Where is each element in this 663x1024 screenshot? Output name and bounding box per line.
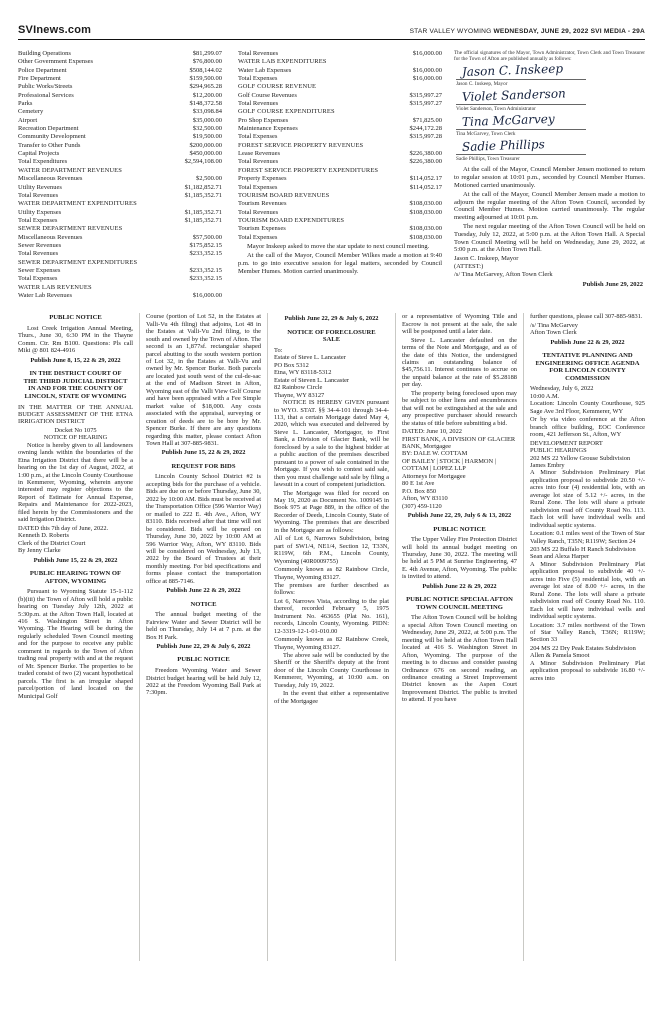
notice-line: Clerk of the District Court bbox=[18, 539, 86, 547]
budget-row bbox=[18, 100, 222, 108]
budget-row bbox=[18, 58, 222, 66]
budget-row bbox=[18, 217, 222, 225]
budget-row bbox=[238, 150, 442, 158]
notice-line: 80 E 1st Ave bbox=[402, 480, 435, 488]
budget-row bbox=[18, 209, 222, 217]
budget-section-header: FOREST SERVICE PROPERTY REVENUES bbox=[238, 141, 364, 149]
budget-row bbox=[18, 175, 222, 183]
notice-heading: PUBLIC NOTICE bbox=[49, 314, 102, 322]
signature-caption: Jason C. Inskeep, Mayor bbox=[456, 79, 586, 87]
notice-heading: NOTICE OF FORECLOSURE SALE bbox=[287, 328, 376, 344]
notice-heading: REQUEST FOR BIDS bbox=[171, 462, 236, 470]
signature-block bbox=[454, 112, 645, 138]
signature-caption: Tina McGarvey, Town Clerk bbox=[456, 129, 586, 137]
budget-item-amount: $1,185,352.71 bbox=[184, 208, 222, 216]
budget-row bbox=[238, 92, 442, 100]
budget-item-label: Public Works/Streets bbox=[18, 83, 73, 91]
budget-row bbox=[18, 242, 222, 250]
budget-item-amount: $294,965.28 bbox=[189, 83, 222, 91]
publish-line: Publish June 22, 29 & July 6, 2022 bbox=[284, 315, 379, 323]
budget-section-header: SEWER DEPARTMENT EXPENDITURES bbox=[18, 258, 138, 266]
budget-item-label: Transfer to Other Funds bbox=[18, 141, 81, 149]
budget-item-amount: $159,500.00 bbox=[189, 75, 222, 83]
notice-heading: PUBLIC HEARING TOWN OF AFTON, WYOMING bbox=[29, 569, 122, 585]
budget-row bbox=[238, 225, 442, 233]
budget-row bbox=[18, 250, 222, 258]
notice-line: DATED: June 10, 2022 bbox=[402, 428, 462, 436]
budget-item-label: Water Lab Revenues bbox=[18, 291, 72, 299]
notice-line: DEVELOPMENT REPORT bbox=[530, 439, 603, 447]
budget-row bbox=[18, 292, 222, 300]
notice-paragraph: At the call of the Mayor, Council Member Jensen motioned to return to regular session at 10:01 p.m., seconded by Council Member Humes. Motioned carried unanimously. bbox=[454, 166, 645, 189]
budget-item-label: Utility Expenses bbox=[18, 208, 62, 216]
budget-section-header: SEWER DEPARTMENT REVENUES bbox=[18, 225, 123, 233]
budget-item-label: Capital Projects bbox=[18, 150, 60, 158]
budget-item-amount: $57,500.00 bbox=[192, 233, 222, 241]
notice-column-2 bbox=[139, 313, 267, 961]
notice-column-4 bbox=[395, 313, 523, 961]
budget-column-right bbox=[238, 50, 442, 300]
budget-item-amount: $108,030.00 bbox=[409, 208, 442, 216]
signature-block bbox=[454, 137, 645, 163]
notice-paragraph: Commonly known as 82 Rainbow Creek, Thayne, Wyoming 83127. bbox=[274, 636, 389, 651]
budget-item-amount: $226,380.00 bbox=[409, 150, 442, 158]
budget-item-label: Sewer Expenses bbox=[18, 266, 61, 274]
budget-item-label: Total Revenues bbox=[238, 100, 279, 108]
budget-row bbox=[18, 275, 222, 283]
notice-line: 82 Rainbow Circle bbox=[274, 384, 323, 392]
notice-line: PO Box 5312 bbox=[274, 361, 309, 369]
budget-item-amount: $33,098.84 bbox=[192, 108, 222, 116]
notice-paragraph: Mayor Inskeep asked to move the star update to next council meeting. bbox=[247, 242, 430, 250]
notice-paragraph: The Upper Valley Fire Protection District will hold its annual budget meeting on Thursday, June 30, 2022. The meeting will be held at 5 PM at Sunrise Engineering, 47 E. 4th Avenue, Afton, Wyoming. The public is invited to attend. bbox=[402, 536, 517, 581]
budget-item-label: Total Revenues bbox=[18, 250, 59, 258]
budget-row bbox=[18, 108, 222, 116]
budget-item-label: Total Revenues bbox=[238, 158, 279, 166]
budget-row bbox=[18, 142, 222, 150]
budget-item-amount: $35,000.00 bbox=[192, 116, 222, 124]
notice-heading: TENTATIVE PLANNING AND ENGINEERING OFFICE AGENDA FOR LINCOLN COUNTY COMMISSION bbox=[535, 352, 640, 382]
notice-line: Jason C. Inskeep, Mayor bbox=[454, 255, 519, 263]
notice-line: P.O. Box 850 bbox=[402, 487, 437, 495]
notice-line: (ATTEST:) bbox=[454, 262, 484, 270]
budget-item-label: Building Operations bbox=[18, 50, 71, 57]
budget-section-header: FOREST SERVICE PROPERTY EXPENDITURES bbox=[238, 166, 379, 174]
budget-item-label: Total Expenses bbox=[238, 133, 278, 141]
budget-item-amount: $1,182,852.71 bbox=[184, 183, 222, 191]
publish-line: Publish June 15, 22 & 29, 2022 bbox=[161, 449, 246, 457]
budget-item-label: Total Revenues bbox=[18, 191, 59, 199]
budget-row bbox=[18, 117, 222, 125]
budget-item-label: Recreation Department bbox=[18, 125, 79, 133]
notice-paragraph: Course (portion of Lot 52, in the Estates at Valli-Vu 4th filing) that adjoins, Lot 48 in the Estates at Valli-Vu 2nd filing, to the south and owned by the Town of Afton. The second is an 1,877sf. rectangular shaped parcel abutting to the south western portion of Lot 32, in the Estates at Valli-Vu and owned by Mr. Spencer Burke. Both parcels are located just south west of the cul-de-sac at the end of Madison Street in Afton, Wyoming east of the Valli View Golf Course and have been appraised with a Fee Simple market value of $18,000. Any costs associated with the appraisal, surveying or creation of deeds are to be bore by Mr. Spencer Burke. If there are any questions regarding this matter, please contact Afton Town Hall at 307-885-9831. bbox=[146, 313, 261, 448]
budget-item-amount: $315,997.28 bbox=[409, 133, 442, 141]
budget-item-label: Police Department bbox=[18, 66, 67, 74]
publish-line: Publish June 22 & 29, 2022 bbox=[166, 587, 241, 595]
budget-item-label: Pro Shop Expenses bbox=[238, 116, 289, 124]
notice-heading: NOTICE bbox=[190, 600, 217, 608]
budget-row bbox=[18, 75, 222, 83]
council-minutes bbox=[454, 166, 645, 288]
budget-row bbox=[238, 209, 442, 217]
notice-line: To: bbox=[274, 346, 283, 354]
budget-item-label: Fire Department bbox=[18, 75, 61, 83]
notice-column-1 bbox=[18, 313, 139, 961]
notice-line: /s/ Tina McGarvey bbox=[530, 321, 578, 329]
budget-section-header: WATER DEPARTMENT EXPENDITURES bbox=[18, 200, 137, 208]
publish-line: Publish June 22, 29, July 6 & 13, 2022 bbox=[407, 512, 512, 520]
budget-row bbox=[18, 150, 222, 158]
budget-item-amount: $2,594,108.00 bbox=[184, 158, 222, 166]
budget-item-amount: $114,052.17 bbox=[409, 183, 442, 191]
signature-block bbox=[454, 86, 645, 113]
budget-item-label: Parks bbox=[18, 100, 33, 108]
budget-item-label: Total Expenses bbox=[18, 216, 58, 224]
budget-item-label: Water Lab Expenses bbox=[238, 66, 292, 74]
budget-row bbox=[18, 267, 222, 275]
budget-item-amount: $226,380.00 bbox=[409, 158, 442, 166]
budget-item-amount: $16,000.00 bbox=[412, 50, 442, 57]
budget-item-amount: $200,000.00 bbox=[189, 141, 222, 149]
notice-line: Afton Town Clerk bbox=[530, 329, 577, 337]
notice-heading: PUBLIC NOTICE SPECIAL AFTON TOWN COUNCIL MEETING bbox=[406, 596, 513, 611]
notice-line: Estate of Steven L. Lancaster bbox=[274, 376, 350, 384]
budget-section-header: WATER LAB REVENUES bbox=[18, 283, 92, 291]
notice-line: Wednesday, July 6, 2022 bbox=[530, 385, 594, 393]
notice-paragraph: The annual budget meeting of the Fairview Water and Sewer District will be held on Thursday, July 14 at 7 p.m. at the Box H Park. bbox=[146, 611, 261, 641]
notice-line: Thayne, WY 83127 bbox=[274, 391, 325, 399]
budget-row bbox=[238, 133, 442, 141]
notice-paragraph: Lincoln County School District #2 is accepting bids for the purchase of a vehicle. Bids are due on or before Thursday, June 30, 2022 by 10:00 AM. Bids must be received at the Transportation Office (596 Warrior Way) or mailed to 222 E. 4th Ave., Afton, WY 83110. Bids received after that time will not be considered. Bids will be opened on Thursday, June 30, 2022 by 10:00 AM at 596 Warrior Way, Afton, WY 83110. Bids will be considered on Wednesday, July 13, 2022 by the Board of Trustees at their monthly meeting. For bid specifications and forms please contact the transportation office at 885-7146. bbox=[146, 473, 261, 585]
publish-line: Publish June 29, 2022 bbox=[582, 280, 643, 288]
notice-paragraph: A Minor Subdivision Preliminary Plat application proposal to subdivide 16.80 +/- acres into bbox=[530, 659, 645, 682]
signature-caption: Violet Sanderson, Town Administrator bbox=[456, 104, 586, 112]
notice-line: Estate of Steve L. Lancaster bbox=[274, 354, 346, 362]
notice-paragraph: Or by via video conference at the Afton branch office building, EOC Conference room, 421 Jefferson St., Afton, WY bbox=[530, 416, 645, 439]
budget-item-label: Total Expenses bbox=[238, 233, 278, 241]
notice-paragraph: Location: 3.7 miles northwest of the Town of Star Valley Ranch, T36N; R119W; Section 33 bbox=[530, 621, 645, 644]
budget-item-amount: $108,030.00 bbox=[409, 225, 442, 233]
budget-row bbox=[238, 234, 442, 242]
notice-paragraph: All of Lot 6, Narrows Subdivision, being part of SW1/4, NE1/4, Section 12, T33N, R119W, 6th P.M., Lincoln County, Wyoming (40R0009755) bbox=[274, 535, 389, 565]
notice-line: 202 MS 22 Yellow Grouse Subdivision bbox=[530, 454, 631, 462]
notice-paragraph: Notice is hereby given to all landowners owning lands within the boundaries of the Etna Irrigation District that there will be a hearing on the 1st day of August, 2022, at 1:00 p.m., at the Lincoln County Courthouse in Kemmerer, Wyoming, wherein anyone interested may register objections to the Report of Estimate for Annual Expense, Repairs and Maintenance for 2022-2023, filed herein by the Commissioners and the said Irrigation District. bbox=[18, 441, 133, 524]
budget-item-label: Tourism Expenses bbox=[238, 225, 286, 233]
notice-line: 204 MS 22 Dry Peak Estates Subdivision bbox=[530, 644, 636, 652]
header-date: WEDNESDAY, JUNE 29, 2022 bbox=[493, 28, 589, 35]
publish-line: Publish June 8, 15, 22 & 29, 2022 bbox=[30, 356, 121, 364]
notice-line: 10:00 A.M. bbox=[530, 392, 560, 400]
notice-paragraph: The above sale will be conducted by the Sheriff or the Sheriff's deputy at the front door of the Lincoln County Courthouse in Kemmerer, Wyoming, at 10:00 a.m. on Tuesday, July 19, 2022. bbox=[274, 652, 389, 689]
budget-row bbox=[238, 50, 442, 58]
budget-row bbox=[238, 100, 442, 108]
notice-paragraph: NOTICE IS HEREBY GIVEN pursuant to WYO. STAT. §§ 34-4-101 through 34-4-113, that a certain Mortgage dated May 4, 2020, which was executed and delivered by Steve L. Lancaster, Mortgagor, to First Bank, a Division of Glacier Bank, will be foreclosed by a sale to the highest bidder at a public auction of the premises described pursuant to a power of sale contained in the Mortgage. If you wish to contest said sale, then you must challenge said sale by filing a lawsuit in a court of competent jurisdiction. bbox=[274, 399, 389, 489]
notice-paragraph: or a representative of Wyoming Title and Escrow is not present at the sale, the sale will be postponed until a later date. bbox=[402, 313, 517, 336]
budget-item-label: Utility Revenues bbox=[18, 183, 62, 191]
budget-section-header: WATER DEPARTMENT REVENUES bbox=[18, 166, 122, 174]
budget-item-amount: $114,052.17 bbox=[409, 175, 442, 183]
notice-paragraph: Steve L. Lancaster defaulted on the terms of the Note and Mortgage, and as of the date of this Notice, the undersigned claims an outstanding balance of $45,756.11. Interest continues to accrue on the unpaid balance at the rate of $5.28188 per day. bbox=[402, 336, 517, 389]
budget-item-label: Cemetery bbox=[18, 108, 44, 116]
budget-row bbox=[238, 184, 442, 192]
notice-paragraph: Pursuant to Wyoming Statute 15-1-112 (b)(iii) the Town of Afton will hold a public hearing on Tuesday July 12th, 2022 at 5:30p.m. at the Afton Town Hall, located at 416 S. Washington Street in Afton Wyoming. The Hearing will be during the regularly scheduled Town Council meeting and for the purpose to receive any public comment in regards to the Town of Afton trading real property with and at the request of Mr. Spencer Burke. The properties to be traded consist of two (2) vacant hypothetical parcels. The first is an irregular shaped parcel/portion of land located on the Municipal Golf bbox=[18, 588, 133, 700]
budget-item-amount: $233,352.15 bbox=[189, 266, 222, 274]
masthead: SVInews.com bbox=[18, 24, 92, 36]
notice-paragraph: The Afton Town Council will be holding a special Afton Town Council meeting on Wednesday, June 29, 2022, at 5:00 p.m. The meeting will be held at the Afton Town Hall located at 416 S. Washington Street in Afton, Wyoming. The purpose of the meeting is to discuss and consider passing Ordinance 676 on second reading, an ordinance creating a Street Improvement District known as the Aspen Court Improvement District. The public is invited to attend. If you have bbox=[402, 614, 517, 704]
budget-item-amount: $16,000.00 bbox=[412, 66, 442, 74]
publish-line: Publish June 22, 29 & July 6, 2022 bbox=[156, 643, 251, 651]
budget-item-amount: $16,000.00 bbox=[412, 75, 442, 83]
notice-paragraph: Freedom Wyoming Water and Sewer District budget hearing will be held July 12, 2022 at the Freedom Wyoming Ball Park at 7:30pm. bbox=[146, 667, 261, 697]
budget-item-amount: $32,500.00 bbox=[192, 125, 222, 133]
signature-script: Violet Sanderson bbox=[461, 86, 566, 105]
budget-row bbox=[18, 184, 222, 192]
budget-item-label: Total Revenues bbox=[238, 50, 279, 57]
signature-list bbox=[454, 61, 645, 163]
budget-row bbox=[18, 50, 222, 58]
header-edition: SVI MEDIA - 29A bbox=[590, 28, 645, 35]
notice-line: Kenneth D. Roberts bbox=[18, 532, 69, 540]
notice-line: Allen & Pamela Smoot bbox=[530, 652, 590, 660]
budget-section-header: GOLF COURSE EXPENDITURES bbox=[238, 108, 335, 116]
budget-item-label: Property Expenses bbox=[238, 175, 287, 183]
notice-paragraph: Location: 0.1 miles west of the Town of Star Valley Ranch, T35N; R119W; Section 24 bbox=[530, 530, 645, 545]
notice-line: James Embry bbox=[530, 461, 565, 469]
legal-notices-section bbox=[18, 313, 645, 961]
notice-paragraph: In the event that either a representative of the Mortgagee bbox=[274, 690, 389, 705]
notice-line: (307) 459-1120 bbox=[402, 502, 442, 510]
budget-item-amount: $233,352.15 bbox=[189, 275, 222, 283]
budget-section-header: TOURISM BOARD EXPENDITURES bbox=[238, 216, 345, 224]
signature-caption: Sadie Phillips, Town Treasurer bbox=[456, 154, 586, 162]
notice-paragraph: The premises are further described as follows: bbox=[274, 581, 389, 597]
top-section bbox=[18, 50, 645, 300]
budget-item-label: Maintenance Expenses bbox=[238, 125, 298, 133]
signature-script: Jason C. Inskeep bbox=[461, 61, 564, 80]
budget-item-label: Other Government Expenses bbox=[18, 58, 94, 66]
notice-line: /s/ Tina McGarvey, Afton Town Clerk bbox=[454, 270, 553, 278]
budget-row bbox=[18, 192, 222, 200]
budget-item-amount: $148,372.58 bbox=[189, 100, 222, 108]
notice-heading: PUBLIC NOTICE bbox=[177, 656, 230, 664]
header-location: STAR VALLEY WYOMING bbox=[409, 28, 492, 35]
notice-heading: PUBLIC NOTICE bbox=[433, 525, 486, 533]
budget-item-label: Golf Course Revenues bbox=[238, 91, 297, 99]
budget-item-label: Community Development bbox=[18, 133, 86, 141]
budget-row bbox=[18, 158, 222, 166]
budget-item-label: Miscellaneous Revenues bbox=[18, 233, 83, 241]
budget-row bbox=[18, 92, 222, 100]
notice-paragraph: Lost Creek Irrigation Annual Meeting, Thurs., June 30, 6:30 PM in the Thayne Comm. Ctr. Rm B100. Questions: Pls call Miki @ 801 824-4916 bbox=[18, 324, 133, 355]
notice-line: Attorneys for Mortgagee bbox=[402, 472, 466, 480]
notice-paragraph: Lot 6, Narrows Vista, according to the plat thereof, recorded February 5, 1975 Instrument No. 463655 (Plat No. 161), records, Lincoln County, Wyoming. PIDN: 12-3319-12-1-01-010.00 bbox=[274, 597, 389, 635]
budget-item-amount: $1,185,352.71 bbox=[184, 216, 222, 224]
notice-centered-line: Docket No 1075 bbox=[54, 426, 97, 434]
budget-item-amount: $244,172.28 bbox=[409, 125, 442, 133]
budget-item-label: Total Expenses bbox=[18, 275, 58, 283]
signature-script: Sadie Phillips bbox=[461, 137, 545, 155]
budget-row bbox=[238, 158, 442, 166]
budget-row bbox=[18, 125, 222, 133]
budget-row bbox=[238, 75, 442, 83]
signatures-column bbox=[454, 50, 645, 300]
publish-line: Publish June 22 & 29, 2022 bbox=[550, 338, 625, 346]
budget-row bbox=[238, 117, 442, 125]
budget-item-amount: $315,997.27 bbox=[409, 91, 442, 99]
budget-section-header: GOLF COURSE REVENUE bbox=[238, 83, 317, 91]
budget-row bbox=[238, 67, 442, 75]
notice-paragraph: further questions, please call 307-885-9831. bbox=[530, 313, 643, 321]
notice-paragraph: IN THE MATTER OF THE ANNUAL BUDGET ASSESSMENT OF THE ETNA IRRIGATION DISTRICT bbox=[18, 403, 133, 426]
budget-section-header: TOURISM BOARD REVENUES bbox=[238, 191, 330, 199]
budget-item-amount: $108,030.00 bbox=[409, 233, 442, 241]
notice-paragraph: Commonly known as 82 Rainbow Circle, Thayne, Wyoming 83127. bbox=[274, 566, 389, 581]
budget-item-label: Total Expenses bbox=[238, 183, 278, 191]
budget-row bbox=[18, 133, 222, 141]
budget-item-label: Professional Services bbox=[18, 91, 74, 99]
budget-row bbox=[238, 200, 442, 208]
notice-paragraph: The Mortgage was filed for record on May 19, 2020 as Document No. 1009145 in Book 975 at Page 889, in the office of the Recorder of Deeds, Lincoln County, State of Wyoming. The premises that are described in the Mortgage are as follows: bbox=[274, 489, 389, 534]
budget-item-amount: $19,500.00 bbox=[192, 133, 222, 141]
budget-item-amount: $450,000.00 bbox=[189, 150, 222, 158]
publish-line: Publish June 22 & 29, 2022 bbox=[422, 582, 497, 590]
notice-heading: IN THE DISTRICT COURT OF THE THIRD JUDICIAL DISTRICT IN AND FOR THE COUNTY OF LINCOLN, STATE OF WYOMING bbox=[23, 370, 128, 400]
notice-line: 203 MS 22 Buffalo H Ranch Subdivision bbox=[530, 545, 636, 553]
signature-block bbox=[454, 61, 645, 88]
budget-row bbox=[238, 125, 442, 133]
notice-column-5 bbox=[523, 313, 645, 961]
notice-line: Sean and Alexa Harper bbox=[530, 553, 590, 561]
budget-column-left bbox=[18, 50, 222, 300]
budget-item-amount: $12,200.00 bbox=[192, 91, 222, 99]
notice-line: By Jenny Clarke bbox=[18, 547, 61, 555]
budget-item-amount: $175,852.15 bbox=[189, 241, 222, 249]
budget-row bbox=[238, 175, 442, 183]
budget-item-label: Total Expenses bbox=[238, 75, 278, 83]
page-header bbox=[18, 24, 645, 36]
signature-script: Tina McGarvey bbox=[461, 112, 555, 130]
budget-item-label: Lease Revenues bbox=[238, 150, 281, 158]
budget-section-header: WATER LAB EXPENDITURES bbox=[238, 58, 327, 66]
budget-item-amount: $16,000.00 bbox=[192, 291, 222, 299]
budget-item-amount: $2,500.00 bbox=[196, 175, 222, 183]
publish-line: Publish June 15, 22 & 29, 2022 bbox=[33, 556, 118, 564]
budget-item-label: Tourism Revenues bbox=[238, 200, 287, 208]
budget-row bbox=[18, 234, 222, 242]
signatures-intro: The official signatures of the Mayor, Town Administrator, Town Clerk and Town Treasurer for the Town of Afton are published annually as follows: bbox=[454, 50, 645, 63]
budget-item-label: Total Expenditures bbox=[18, 158, 68, 166]
budget-item-label: Miscellaneous Revenues bbox=[18, 175, 83, 183]
notice-line: PUBLIC HEARINGS bbox=[530, 447, 587, 455]
budget-item-label: Airport bbox=[18, 116, 38, 124]
budget-summary-table bbox=[18, 50, 442, 300]
notice-paragraph: Location: Lincoln County Courthouse, 925 Sage Ave 3rd Floor, Kemmerer, WY bbox=[530, 400, 645, 415]
notice-centered-line: NOTICE OF HEARING bbox=[43, 434, 108, 442]
notice-paragraph: The property being foreclosed upon may be subject to other liens and encumbrances that will not be extinguished at the sale and any prospective purchaser should research the status of title before submitting a bid. bbox=[402, 389, 517, 427]
budget-row bbox=[18, 67, 222, 75]
notice-paragraph: A Minor Subdivision Preliminary Plat application proposal to subdivide 40 +/- acres into Five (5) residential lots, with an average lot size of 8.00 +/- acres, in the Rural Zone. The lots will share a private subdivision road off County Road No. 110. Each lot will have individual wells and individual septic systems. bbox=[530, 560, 645, 621]
budget-item-amount: $508,144.02 bbox=[189, 66, 222, 74]
notice-paragraph: At the call of the Mayor, Council Member Jensen made a motion to adjourn the regular meeting of the Afton Town Council, seconded by Council Member Humes. Motion carried unanimously. The regular meeting adjourned at 10:01 p.m. bbox=[454, 190, 645, 222]
header-dateline bbox=[410, 28, 645, 35]
notice-line: Afton, WY 83110 bbox=[402, 495, 448, 503]
header-rule bbox=[18, 39, 645, 40]
budget-item-label: Total Revenues bbox=[238, 208, 279, 216]
budget-item-amount: $233,352.15 bbox=[189, 250, 222, 258]
notice-line: OF BAILEY | STOCK | HARMON | COTTAM | LOPEZ LLP bbox=[402, 457, 497, 473]
budget-item-amount: $108,030.00 bbox=[409, 200, 442, 208]
budget-item-amount: $81,299.07 bbox=[192, 50, 222, 57]
notice-line: Etna, WY 83118-5312 bbox=[274, 369, 332, 377]
budget-item-amount: $71,825.00 bbox=[412, 116, 442, 124]
budget-item-amount: $1,185,352.71 bbox=[184, 191, 222, 199]
notice-column-3 bbox=[267, 313, 395, 961]
notice-paragraph: The next regular meeting of the Afton Town Council will be held on Tuesday, July 12, 2022, at 5:00 p.m. at the Afton Town Hall. A Special Town Council Meeting will be held on Wednesday, June 29, 2022, at 5:00 p.m. at the Afton Town Hall. bbox=[454, 222, 645, 254]
budget-item-amount: $315,997.27 bbox=[409, 100, 442, 108]
budget-item-label: Sewer Revenues bbox=[18, 241, 62, 249]
notice-line: FIRST BANK, A DIVISION OF GLACIER BANK, Mortgagee bbox=[402, 435, 516, 451]
notice-paragraph: At the call of the Mayor, Council Member Wilkes made a motion at 9:40 p.m. to go into executive session for legal matters, seconded by Council Member Humes. Motion carried unanimously. bbox=[238, 251, 442, 275]
budget-item-amount: $76,800.00 bbox=[192, 58, 222, 66]
budget-row bbox=[18, 83, 222, 91]
notice-line: DATED this 7th day of June, 2022. bbox=[18, 524, 109, 532]
notice-paragraph: A Minor Subdivision Preliminary Plat application proposal to subdivide 20.50 +/- acres into four (4) residential lots, with an average lot size of 5.12 +/- acres, in the Rural Zone. The lots will share a private subdivision road off County Road No. 113. Each lot will have individual wells and individual septic systems. bbox=[530, 469, 645, 529]
notice-line: BY: DALE W. COTTAM bbox=[402, 450, 468, 458]
